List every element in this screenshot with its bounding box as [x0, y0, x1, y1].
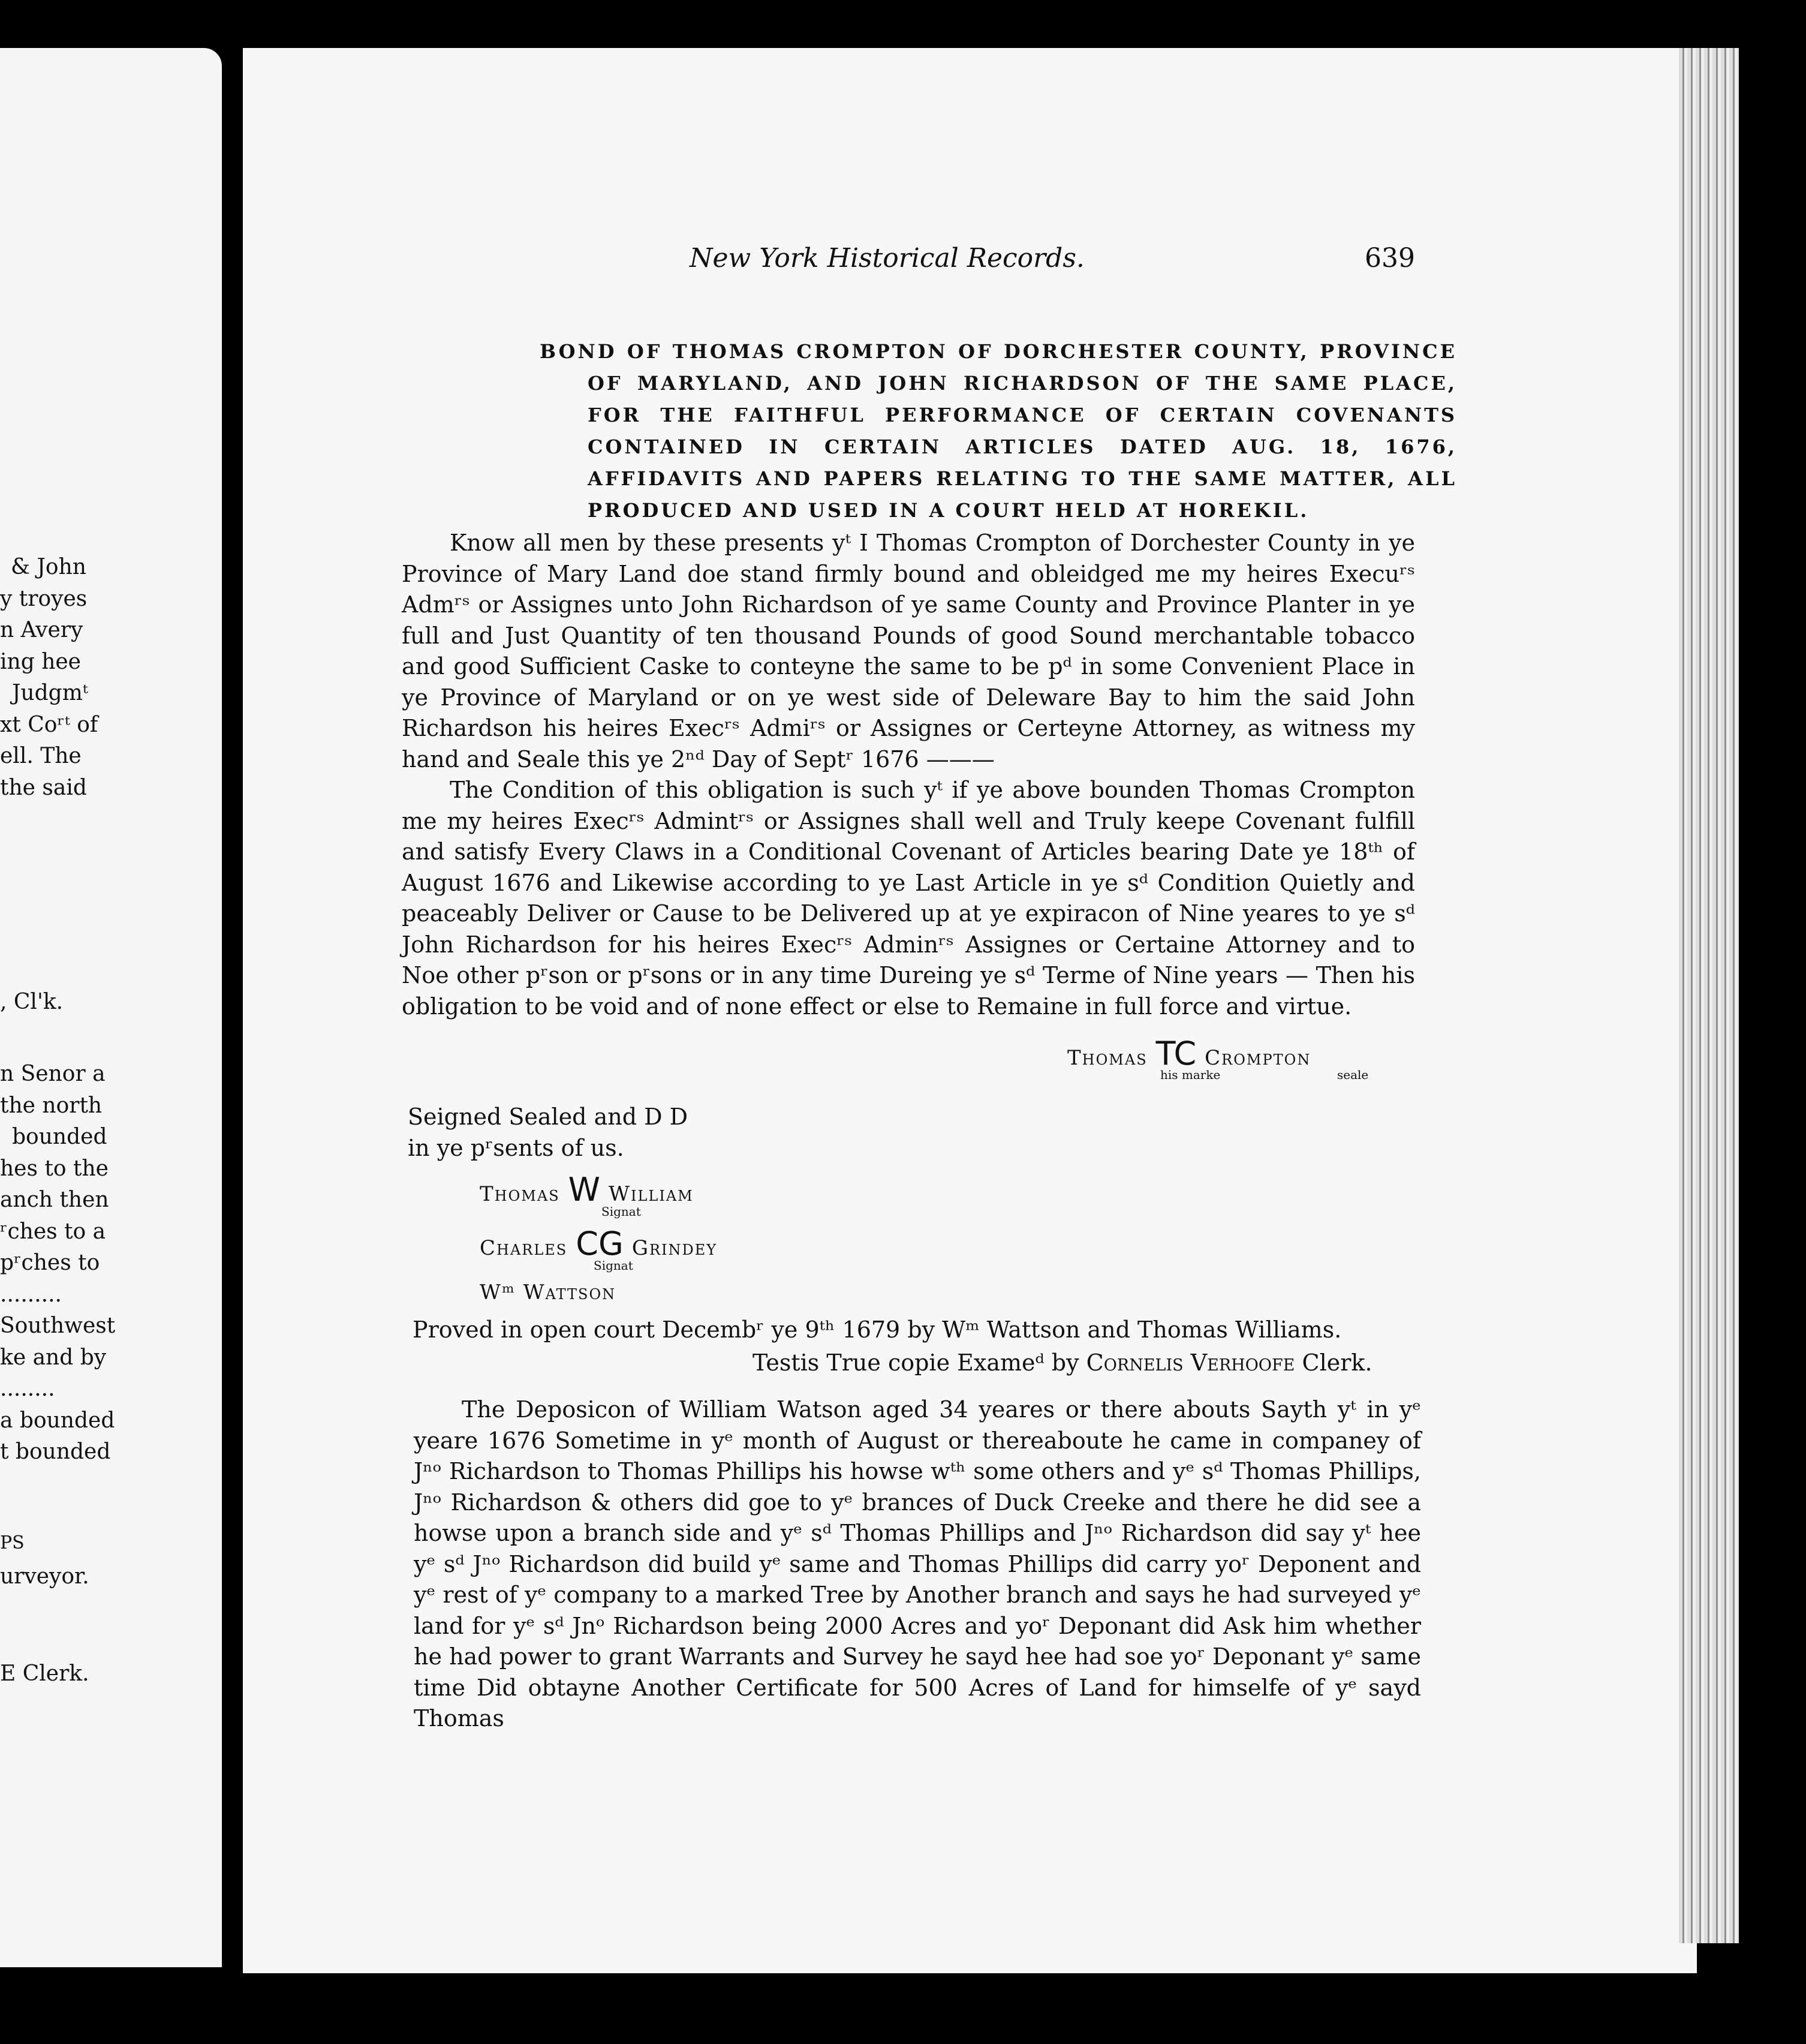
signature-last-name: Crompton — [1205, 1046, 1311, 1070]
witness-wm-wattson: Wᵐ Wattson — [480, 1280, 616, 1304]
bond-paragraph: Know all men by these presents yᵗ I Thomas Crompton of Dorchester County in ye Province of Mary Land doe stand firmly bound and obleidged me my heires Execuʳˢ Admʳˢ or Assignes unto John Richardson of ye same County and Province Planter in ye full and Just Quantity of ten thousand Pounds of good Sound merchantable tobacco and good Sufficient Caske to conteyne the same to be pᵈ in some Convenient Place in ye Province of Maryland or on ye west side of Deleware Bay to him the said John Richardson his heires Execʳˢ Admiʳˢ or Assignes or Certeyne Attorney, as witness my hand and Seale this ye 2ⁿᵈ Day of Septʳ 1676 ——— — [402, 530, 1415, 772]
page-edge — [1679, 48, 1739, 1943]
signature-first-name: Thomas — [1067, 1046, 1148, 1070]
left-page-fragment — [0, 48, 222, 1967]
left-text-fragment: ke and by — [0, 1345, 107, 1370]
left-text-fragment: Judgmᵗ — [12, 681, 88, 705]
left-text-fragment: ʳches to a — [0, 1219, 106, 1244]
proved-line: Proved in open court Decembʳ ye 9ᵗʰ 1679 by Wᵐ Wattson and Thomas Williams. — [413, 1316, 1342, 1343]
witness-first-name: Charles — [480, 1236, 568, 1260]
deposition-paragraph: The Deposicon of William Watson aged 34 yeares or there abouts Sayth yᵗ in yᵉ yeare 1676 Sometime in yᵉ month of August or thereaboute he came in companey of Jⁿᵒ Richardson to Thomas Phillips his howse wᵗʰ some others and yᵉ sᵈ Thomas Phillips, Jⁿᵒ Richardson & others did goe to yᵉ brances of Duck Creeke and there he did see a howse upon a branch side and yᵉ sᵈ Thomas Phillips and Jⁿᵒ Richardson did say yᵗ hee yᵉ sᵈ Jⁿᵒ Richardson did build yᵉ same and Thomas Phillips did carry yoʳ Deponent and yᵉ rest of yᵉ company to a marked Tree by Another branch and says he had surveyed yᵉ land for yᵉ sᵈ Jnᵒ Richardson being 2000 Acres and yoʳ Deponant did Ask him whether he had power to grant Warrants and Survey he sayd hee had soe yoʳ Deponant yᵉ same time Did obtayne Another Certificate for 500 Acres of Land for himselfe of yᵉ sayd Thomas — [414, 1396, 1421, 1732]
left-text-fragment: the said — [0, 775, 87, 800]
bond-paragraph: The Condition of this obligation is such yᵗ if ye above bounden Thomas Crompton me my heires Execʳˢ Admintʳˢ or Assignes shall well and Truly keepe Covenant fulfill and satisfy Every Claws in a Conditional Covenant of Articles bearing Date ye 18ᵗʰ of August 1676 and Likewise according to ye Last Article in ye sᵈ Condition Quietly and peaceably Deliver or Cause to be Delivered up at ye expiracon of Nine yeares to ye sᵈ John Richardson for his heires Execʳˢ Adminʳˢ Assignes or Certaine Attorney and to Noe other pʳson or pʳsons or in any time Dureing ye sᵈ Terme of Nine years — Then his obligation to be void and of none effect or else to Remaine in full force and virtue. — [402, 777, 1415, 1020]
left-text-fragment: n Senor a — [0, 1062, 106, 1086]
left-text-fragment: t bounded — [0, 1439, 111, 1464]
left-text-fragment: E Clerk. — [0, 1661, 89, 1686]
left-text-fragment: PS — [0, 1532, 25, 1553]
left-text-fragment: hes to the — [0, 1156, 109, 1181]
left-text-fragment: pʳches to — [0, 1251, 100, 1275]
running-title: New York Historical Records. — [690, 243, 1085, 273]
testis-suffix: Clerk. — [1302, 1349, 1372, 1376]
his-marke-note: his marke — [1160, 1068, 1221, 1082]
document-heading: BOND OF THOMAS CROMPTON OF DORCHESTER COUNTY, PROVINCE OF MARYLAND, AND JOHN RICHARDSON OF THE SAME PLACE, FOR THE FAITHFUL PERFORMANCE OF CERTAIN COVENANTS CONTAINED IN CERTAIN ARTICLES DATED AUG. 18, 1676, AFFIDAVITS AND PAPERS RELATING TO THE SAME MATTER, ALL PRODUCED AND USED IN A COURT HELD AT HOREKIL. — [540, 340, 1457, 522]
running-header — [690, 243, 1415, 279]
signat-note: Signat — [601, 1204, 641, 1219]
witness-charles-grindey — [480, 1225, 717, 1263]
left-text-fragment: , Cl'k. — [0, 990, 64, 1014]
bond-text — [402, 528, 1415, 1022]
left-text-fragment: & John — [11, 555, 86, 579]
seale-note: seale — [1337, 1068, 1369, 1082]
page-number: 639 — [1365, 243, 1415, 273]
left-text-fragment: ......... — [0, 1282, 62, 1307]
witness-intro-line: Seigned Sealed and D D — [408, 1104, 688, 1130]
left-text-fragment: anch then — [0, 1188, 109, 1212]
left-text-fragment: Southwest — [0, 1313, 116, 1338]
signature-mark: TC — [1155, 1035, 1197, 1072]
witness-first-name: Thomas — [480, 1182, 560, 1206]
left-text-fragment: n Avery — [0, 618, 83, 642]
witness-mark: W — [568, 1171, 601, 1209]
testis-line — [752, 1349, 1372, 1376]
clerk-name: Cornelis Verhoofe — [1086, 1349, 1295, 1376]
left-text-fragment: bounded — [12, 1125, 107, 1149]
left-text-fragment: the north — [0, 1093, 103, 1118]
crompton-signature — [1067, 1035, 1311, 1072]
witness-last-name: William — [609, 1182, 694, 1206]
left-text-fragment: ........ — [0, 1376, 55, 1401]
left-text-fragment: urveyor. — [0, 1564, 89, 1589]
deposition-text — [414, 1394, 1421, 1735]
left-text-fragment: a bounded — [0, 1408, 115, 1433]
signat-note: Signat — [594, 1258, 633, 1273]
witness-last-name: Grindey — [631, 1236, 718, 1260]
witness-intro-line: in ye pʳsents of us. — [408, 1135, 624, 1161]
testis-prefix: Testis True copie Exameᵈ by — [752, 1349, 1079, 1376]
left-text-fragment: ing hee — [0, 650, 81, 674]
left-text-fragment: ell. The — [0, 744, 82, 768]
left-text-fragment: y troyes — [0, 587, 88, 611]
witness-mark: CG — [576, 1225, 624, 1263]
witness-thomas-william — [480, 1171, 694, 1209]
left-text-fragment: xt Coʳᵗ of — [0, 713, 98, 737]
